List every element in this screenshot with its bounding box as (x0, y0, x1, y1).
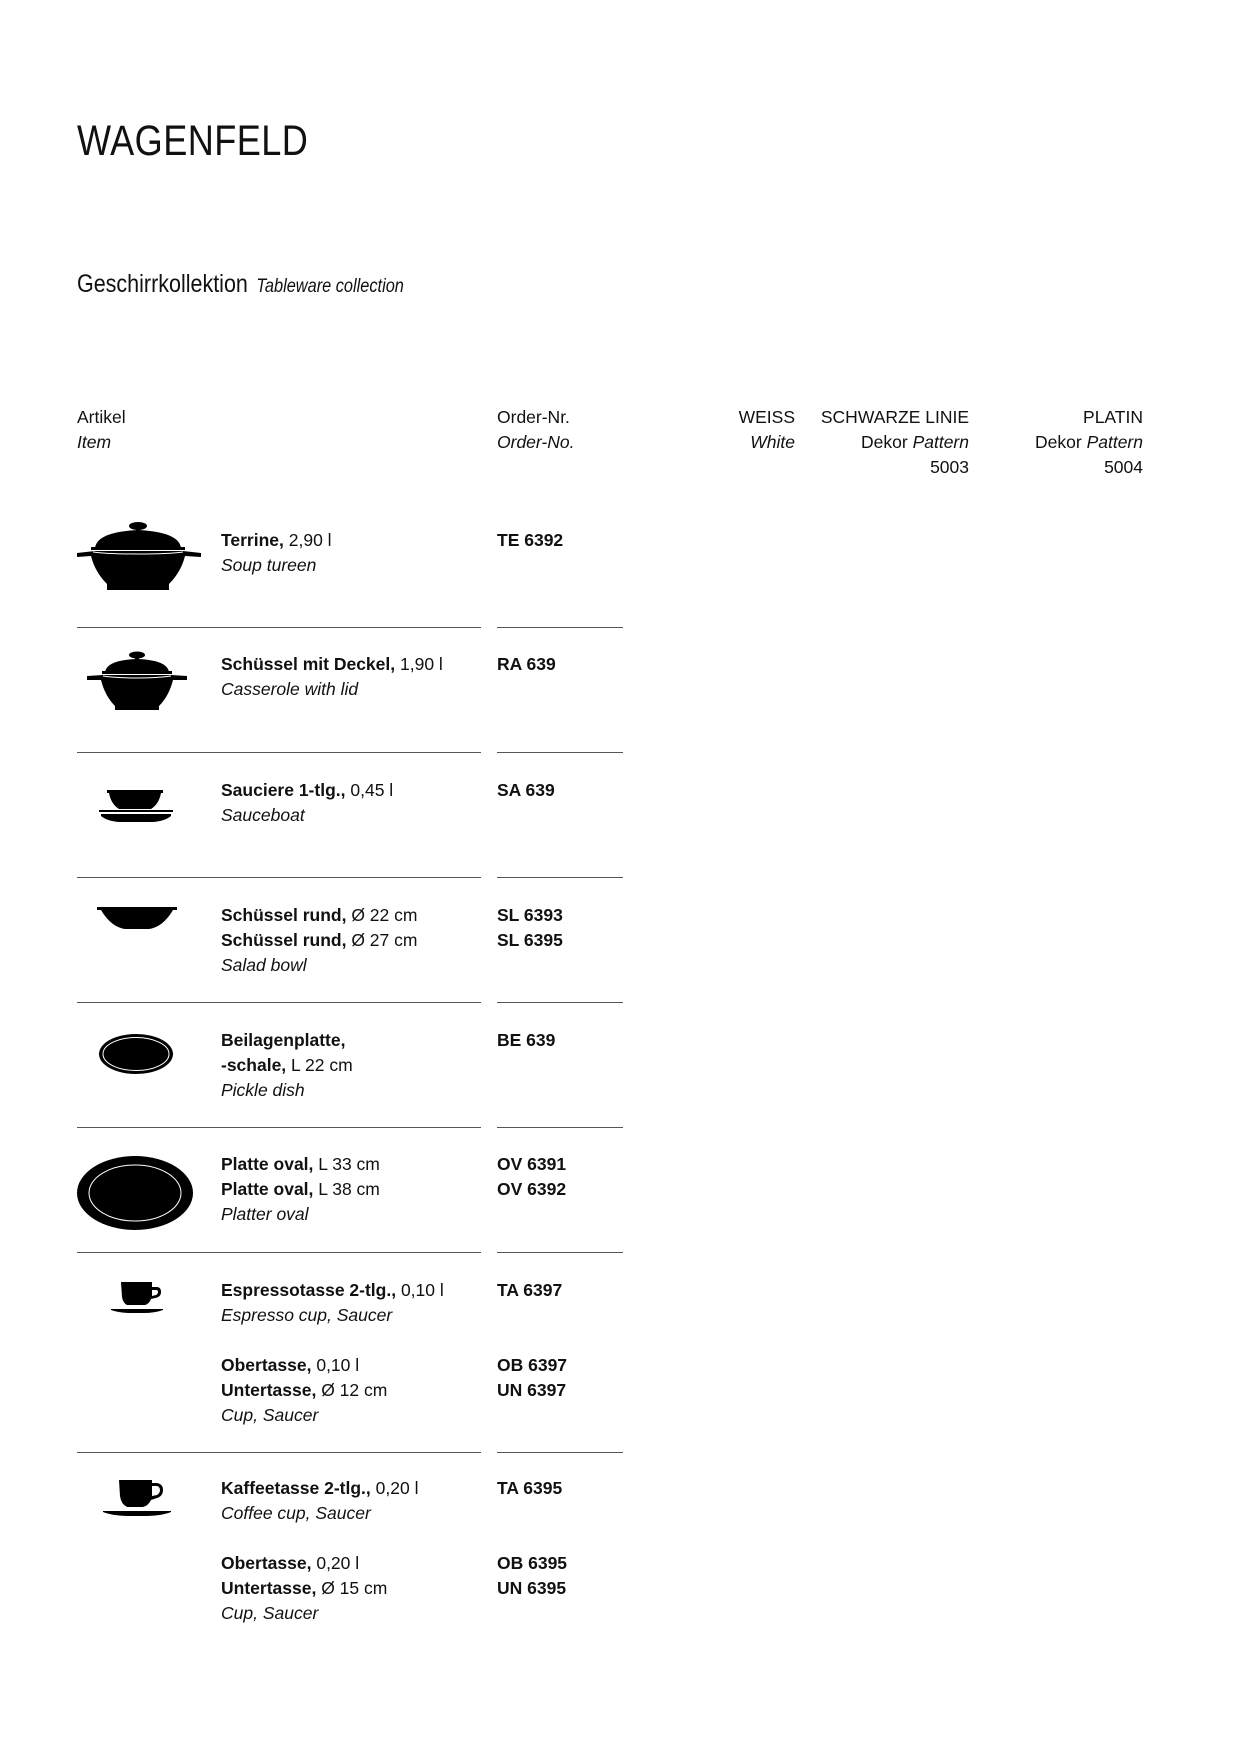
item-name: -schale, (221, 1055, 287, 1075)
item-name: Platte oval, (221, 1154, 314, 1174)
item-description (221, 1278, 444, 1428)
item-description (221, 1476, 418, 1626)
item-spec: 0,10 l (311, 1355, 360, 1375)
item-description (221, 652, 443, 702)
row-divider (77, 877, 481, 878)
header-schwarze-dekor: Dekor (861, 432, 908, 452)
order-codes (497, 1476, 567, 1601)
item-spec: 0,45 l (345, 780, 394, 800)
item-spec: Ø 12 cm (316, 1380, 388, 1400)
row-divider (497, 1127, 623, 1128)
order-number: SL 6393 (497, 905, 563, 925)
row-divider (497, 752, 623, 753)
item-spec: 1,90 l (395, 654, 443, 674)
header-weiss-en: White (750, 432, 795, 452)
header-schwarze-title: SCHWARZE LINIE (820, 407, 969, 427)
header-weiss (739, 405, 795, 455)
item-description (221, 1152, 380, 1227)
header-schwarze-linie (821, 405, 969, 480)
order-codes (497, 903, 563, 953)
terrine-icon (77, 520, 201, 610)
item-spec: Ø 22 cm (346, 905, 418, 925)
order-codes (497, 1152, 566, 1202)
order-number: OB 6397 (497, 1355, 568, 1375)
item-name: Platte oval, (221, 1179, 314, 1199)
order-number: TE 6392 (497, 530, 564, 550)
item-description (221, 903, 417, 978)
header-weiss-de: WEISS (738, 407, 795, 427)
row-divider (77, 1002, 481, 1003)
coffee-cup-icon (77, 1480, 201, 1570)
header-platin-pattern: Pattern (1086, 432, 1143, 452)
item-spec: 0,20 l (370, 1478, 419, 1498)
item-name: Schüssel mit Deckel, (221, 654, 396, 674)
order-codes (497, 528, 563, 553)
item-name: Obertasse, (221, 1553, 312, 1573)
item-name: Schüssel rund, (221, 905, 347, 925)
row-divider (497, 1452, 623, 1453)
order-number: UN 6395 (497, 1578, 567, 1598)
item-name: Untertasse, (221, 1578, 317, 1598)
order-codes (497, 1028, 555, 1053)
platter-icon (77, 1153, 201, 1243)
page-title: WAGENFELD (77, 117, 309, 165)
header-order (497, 405, 574, 455)
casserole-icon (77, 650, 201, 740)
header-platin-dekor: Dekor (1035, 432, 1082, 452)
order-codes (497, 1278, 567, 1403)
row-divider (497, 1002, 623, 1003)
order-number: SA 639 (497, 780, 555, 800)
item-name: Kaffeetasse 2-tlg., (221, 1478, 371, 1498)
item-name-en: Espresso cup, Saucer (221, 1305, 393, 1325)
header-item-en: Item (77, 432, 112, 452)
header-item (77, 405, 126, 455)
row-divider (497, 1252, 623, 1253)
order-number: BE 639 (497, 1030, 556, 1050)
header-schwarze-number: 5003 (930, 457, 969, 477)
header-order-en: Order-No. (497, 432, 575, 452)
item-spec: Ø 15 cm (316, 1578, 388, 1598)
row-divider (77, 627, 481, 628)
item-name-en: Casserole with lid (221, 679, 359, 699)
header-schwarze-pattern: Pattern (912, 432, 969, 452)
item-description (221, 778, 393, 828)
header-platin-number: 5004 (1104, 457, 1143, 477)
header-order-de: Order-Nr. (497, 407, 570, 427)
item-description (221, 1028, 353, 1103)
item-name-en: Soup tureen (221, 555, 317, 575)
item-name: Beilagenplatte, (221, 1030, 346, 1050)
item-name-en: Salad bowl (221, 955, 307, 975)
item-spec: Ø 27 cm (346, 930, 418, 950)
subtitle-de: Geschirrkollektion (77, 270, 248, 298)
order-number: SL 6395 (497, 930, 563, 950)
item-name: Terrine, (221, 530, 284, 550)
header-platin-title: PLATIN (1083, 407, 1143, 427)
row-divider (77, 1252, 481, 1253)
header-artikel: Artikel (77, 407, 126, 427)
row-divider (77, 1127, 481, 1128)
pickle-dish-icon (77, 1032, 201, 1122)
row-divider (77, 1452, 481, 1453)
item-spec: 0,20 l (311, 1553, 360, 1573)
order-codes (497, 652, 556, 677)
order-number: TA 6395 (497, 1478, 563, 1498)
order-number: RA 639 (497, 654, 556, 674)
item-name: Schüssel rund, (221, 930, 347, 950)
order-number: UN 6397 (497, 1380, 567, 1400)
item-name-en: Coffee cup, Saucer (221, 1503, 371, 1523)
item-name-en: Sauceboat (221, 805, 305, 825)
page-subtitle (77, 270, 404, 299)
row-divider (497, 627, 623, 628)
item-name-en: Pickle dish (221, 1080, 305, 1100)
item-name: Sauciere 1-tlg., (221, 780, 346, 800)
header-platin (1035, 405, 1143, 480)
order-codes (497, 778, 555, 803)
item-name: Obertasse, (221, 1355, 312, 1375)
item-name-en: Platter oval (221, 1204, 309, 1224)
row-divider (77, 752, 481, 753)
item-name-en: Cup, Saucer (221, 1603, 319, 1623)
item-spec: 0,10 l (396, 1280, 444, 1300)
order-number: TA 6397 (497, 1280, 563, 1300)
item-spec: L 33 cm (313, 1154, 380, 1174)
order-number: OV 6392 (497, 1179, 567, 1199)
order-number: OV 6391 (497, 1154, 567, 1174)
order-number: OB 6395 (497, 1553, 568, 1573)
espresso-cup-icon (77, 1282, 201, 1372)
item-description (221, 528, 332, 578)
item-spec: L 22 cm (286, 1055, 353, 1075)
item-name: Untertasse, (221, 1380, 317, 1400)
item-name: Espressotasse 2-tlg., (221, 1280, 397, 1300)
subtitle-en: Tableware collection (256, 276, 404, 297)
sauceboat-icon (77, 790, 201, 880)
bowl-icon (77, 907, 201, 997)
item-spec: 2,90 l (283, 530, 332, 550)
item-spec: L 38 cm (313, 1179, 380, 1199)
item-name-en: Cup, Saucer (221, 1405, 319, 1425)
row-divider (497, 877, 623, 878)
